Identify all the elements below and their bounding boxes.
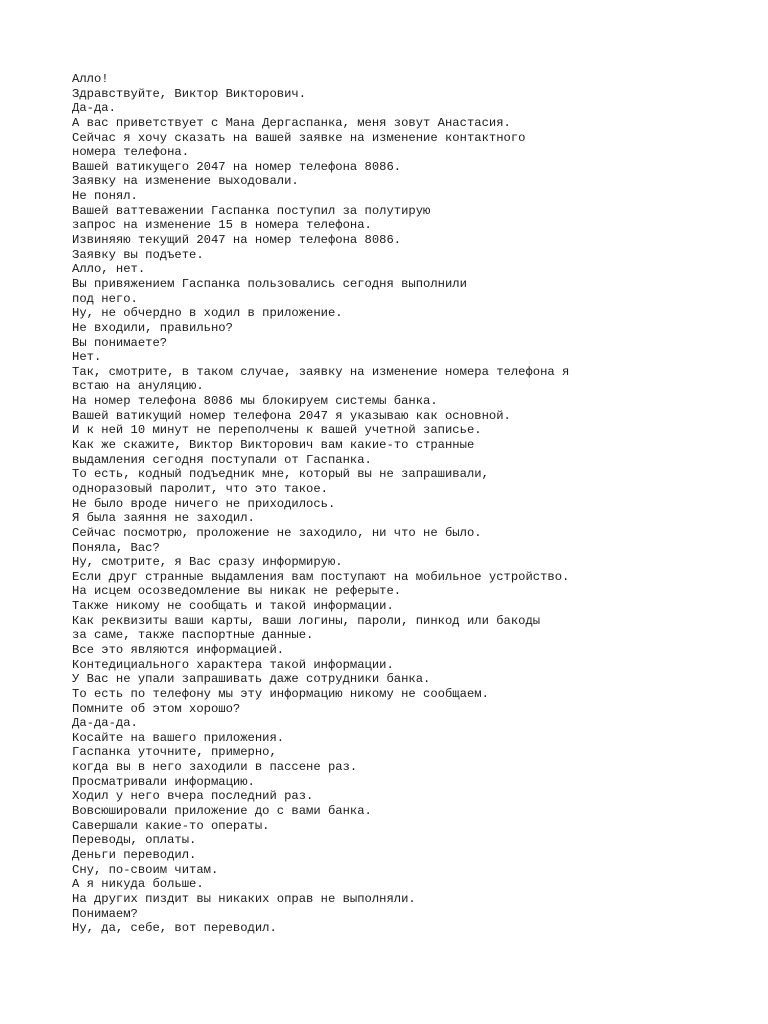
transcript-line: Вы привяжением Гаспанка пользовались сегодня выполнили (72, 276, 467, 291)
transcript-line: Извиняяю текущий 2047 на номер телефона 8086. (72, 233, 402, 248)
transcript-line: Так, смотрите, в таком случае, заявку на изменение номера телефона я (72, 364, 570, 379)
transcript-line: Заявку вы подъете. (72, 247, 204, 262)
transcript-line: Поняла, Вас? (72, 540, 160, 555)
transcript-line: Ходил у него вчера последний раз. (72, 789, 314, 804)
transcript-line: Да-да. (72, 101, 116, 116)
transcript-line: Также никому не сообщать и такой информации. (72, 599, 394, 614)
transcript-line: Савершали какие-то операты. (72, 818, 270, 833)
transcript-line: Все это являются информацией. (72, 642, 285, 657)
transcript-line: Да-да-да. (72, 716, 138, 731)
transcript-line: Гаспанка уточните, примерно, (72, 745, 277, 760)
transcript-line: Понимаем? (72, 906, 138, 921)
transcript-line: Вашей ватикущего 2047 на номер телефона 8086. (72, 159, 402, 174)
transcript-line: Деньги переводил. (72, 847, 197, 862)
transcript-line: Не понял. (72, 189, 138, 204)
transcript-line: Заявку на изменение выходовали. (72, 174, 299, 189)
transcript-line: Сейчас посмотрю, проложение не заходило, ни что не было. (72, 525, 482, 540)
transcript-line: На исцем осозведомление вы никак не реферыте. (72, 584, 402, 599)
transcript-line: Косайте на вашего приложения. (72, 730, 285, 745)
transcript-line: На номер телефона 8086 мы блокируем системы банка. (72, 394, 438, 409)
transcript-line: Ну, да, себе, вот переводил. (72, 921, 277, 936)
transcript-page (72, 72, 752, 936)
transcript-line: Ну, не обчердно в ходил в приложение. (72, 306, 343, 321)
transcript-line: Сейчас я хочу сказать на вашей заявке на изменение контактного (72, 130, 526, 145)
transcript-line: Вашей ваттеважении Гаспанка поступил за полутирую (72, 203, 431, 218)
transcript-line: Переводы, оплаты. (72, 833, 197, 848)
transcript-line: Вовсюшировали приложение до с вами банка. (72, 804, 372, 819)
transcript-line: На других пиздит вы никаких оправ не выполняли. (72, 891, 416, 906)
transcript-line: Помните об этом хорошо? (72, 701, 241, 716)
transcript-line: Сну, по-своим читам. (72, 862, 219, 877)
transcript-line: То есть, кодный подъедник мне, который вы не запрашивали, (72, 467, 489, 482)
transcript-line: одноразовый паролит, что это такое. (72, 481, 328, 496)
transcript-line: А вас приветствует с Мана Дергаспанка, меня зовут Анастасия. (72, 115, 511, 130)
transcript-line: И к ней 10 минут не переполчены к вашей учетной записье. (72, 423, 482, 438)
transcript-line: выдамления сегодня поступали от Гаспанка. (72, 452, 372, 467)
transcript-line: А я никуда больше. (72, 877, 204, 892)
transcript-line: Ну, смотрите, я Вас сразу информирую. (72, 555, 343, 570)
transcript-line: Я была заяння не заходил. (72, 511, 255, 526)
transcript-line: Как же скажите, Виктор Викторович вам какие-то странные (72, 438, 475, 453)
transcript-line: Контедициального характера такой информации. (72, 657, 394, 672)
transcript-line: Алло, нет. (72, 262, 146, 277)
transcript-line: То есть по телефону мы эту информацию никому не сообщаем. (72, 686, 489, 701)
transcript-line: Нет. (72, 350, 102, 365)
transcript-line: за саме, также паспортные данные. (72, 628, 314, 643)
transcript-line: встаю на ануляцию. (72, 379, 204, 394)
transcript-line: Вы понимаете? (72, 335, 168, 350)
transcript-line: номера телефона. (72, 145, 190, 160)
transcript-line: Если друг странные выдамления вам поступают на мобильное устройство. (72, 569, 570, 584)
transcript-line: Не было вроде ничего не приходилось. (72, 496, 336, 511)
transcript-line: Здравствуйте, Виктор Викторович. (72, 86, 307, 101)
transcript-line: запрос на изменение 15 в номера телефона. (72, 218, 372, 233)
transcript-line: под него. (72, 291, 138, 306)
transcript-line: Вашей ватикущий номер телефона 2047 я указываю как основной. (72, 408, 511, 423)
transcript-line: У Вас не упали запрашивать даже сотрудники банка. (72, 672, 431, 687)
transcript-line: Как реквизиты ваши карты, ваши логины, пароли, пинкод или бакоды (72, 613, 541, 628)
transcript-line: Алло! (72, 72, 109, 86)
transcript-line: Просматривали информацию. (72, 774, 255, 789)
transcript-body (72, 72, 752, 936)
transcript-line: Не входили, правильно? (72, 320, 233, 335)
transcript-line: когда вы в него заходили в пассене раз. (72, 760, 358, 775)
